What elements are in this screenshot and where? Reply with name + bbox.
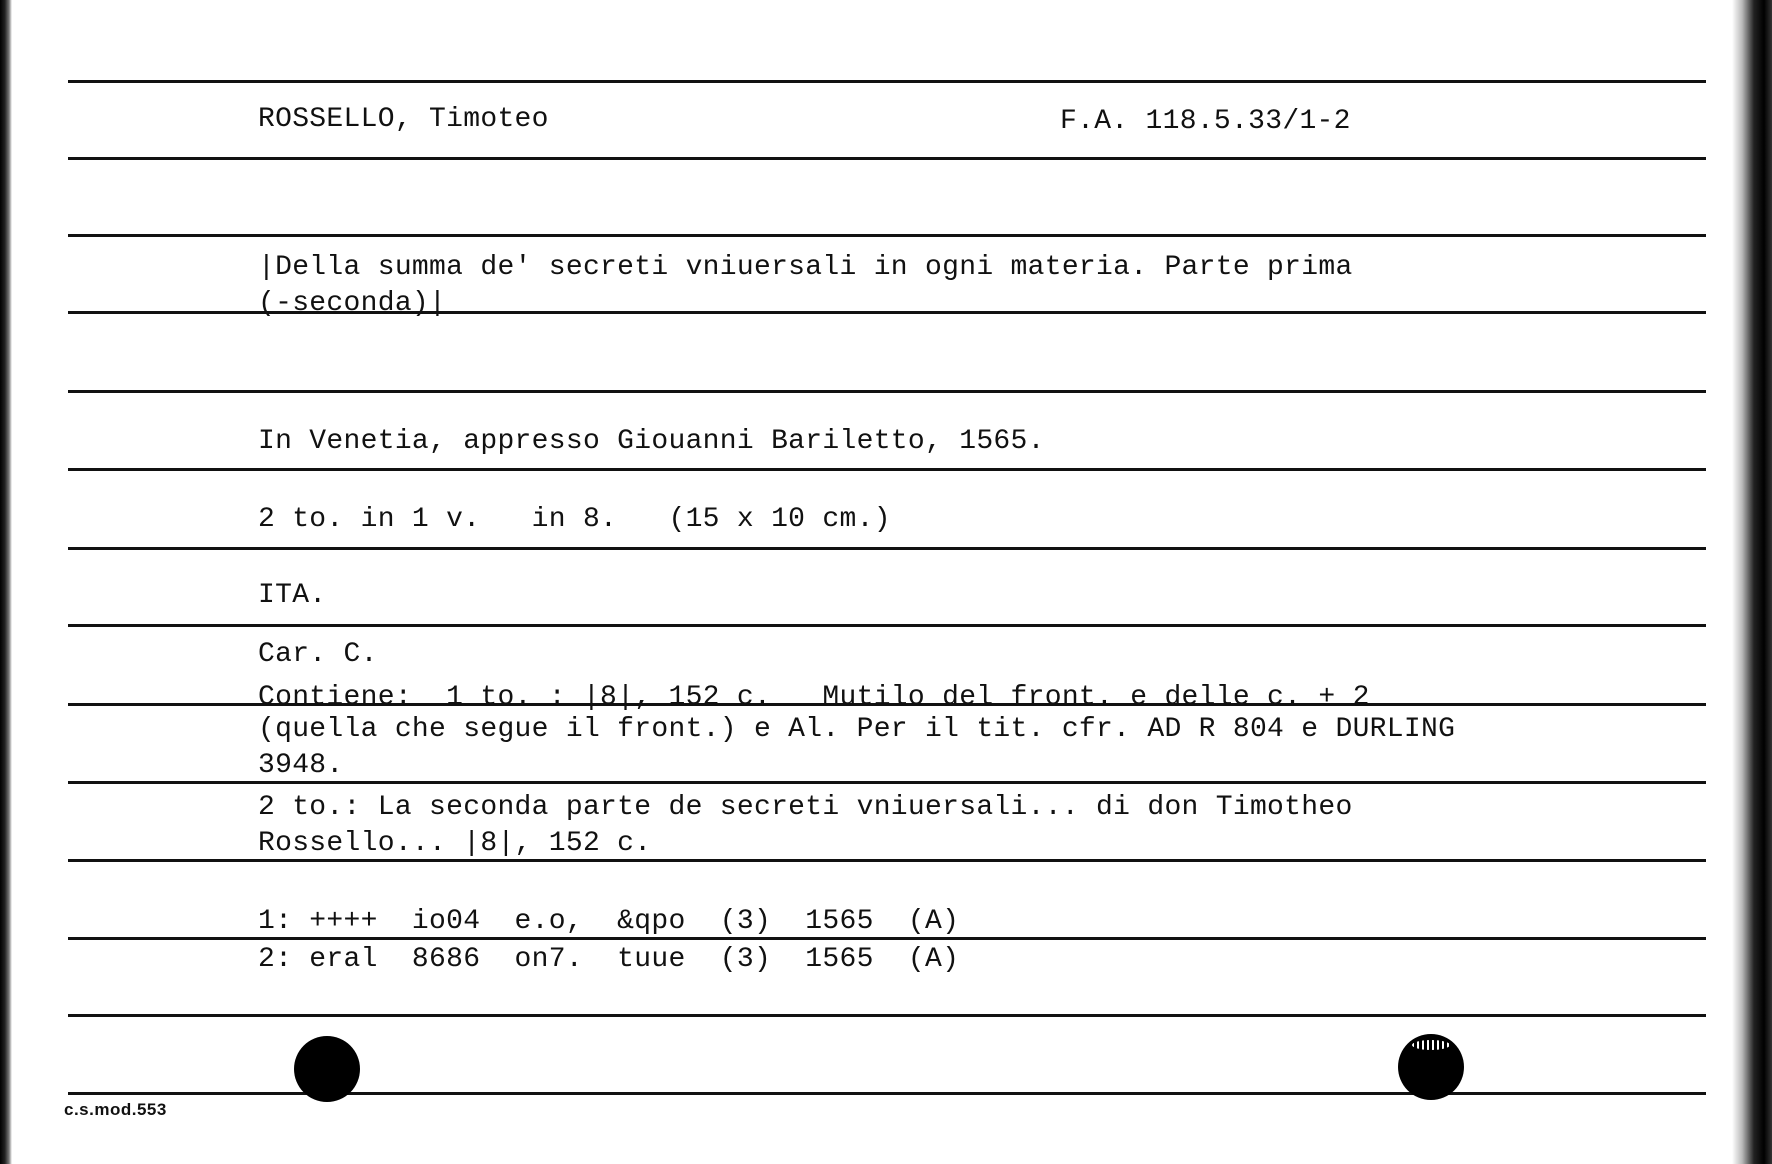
- note-line: Car. C.: [258, 639, 378, 670]
- author-heading: ROSSELLO, Timoteo: [258, 104, 549, 135]
- note-line: 2 to.: La seconda parte de secreti vniuersali... di don Timotheo: [258, 792, 1353, 823]
- ruled-line: [68, 1014, 1706, 1017]
- card-right-edge: [1732, 0, 1772, 1164]
- fingerprint-line-1: 1: ++++ io04 e.o, &qpo (3) 1565 (A): [258, 906, 960, 937]
- language-code: ITA.: [258, 580, 327, 611]
- card-left-edge: [0, 0, 12, 1164]
- ruled-line: [68, 468, 1706, 471]
- ruled-line: [68, 234, 1706, 237]
- physical-description: 2 to. in 1 v. in 8. (15 x 10 cm.): [258, 504, 891, 535]
- ruled-line: [68, 547, 1706, 550]
- ruled-line: [68, 157, 1706, 160]
- note-line: Contiene: 1 to. : |8|, 152 c. Mutilo del front. e delle c. + 2: [258, 682, 1370, 713]
- fingerprint-line-2: 2: eral 8686 on7. tuue (3) 1565 (A): [258, 944, 960, 975]
- title-line-2: (-seconda)|: [258, 288, 447, 319]
- imprint: In Venetia, appresso Giouanni Bariletto, 1565.: [258, 426, 1045, 457]
- shelfmark: F.A. 118.5.33/1-2: [1060, 106, 1351, 137]
- ruled-line: [68, 624, 1706, 627]
- punch-hole: [1398, 1034, 1464, 1100]
- note-line: (quella che segue il front.) e Al. Per il tit. cfr. AD R 804 e DURLING: [258, 714, 1456, 745]
- ruled-line: [68, 80, 1706, 83]
- form-code: c.s.mod.553: [64, 1100, 167, 1119]
- note-line: Rossello... |8|, 152 c.: [258, 828, 652, 859]
- title-line-1: |Della summa de' secreti vniuersali in ogni materia. Parte prima: [258, 252, 1353, 283]
- punch-hole: [294, 1036, 360, 1102]
- note-line: 3948.: [258, 750, 344, 781]
- ruled-line: [68, 390, 1706, 393]
